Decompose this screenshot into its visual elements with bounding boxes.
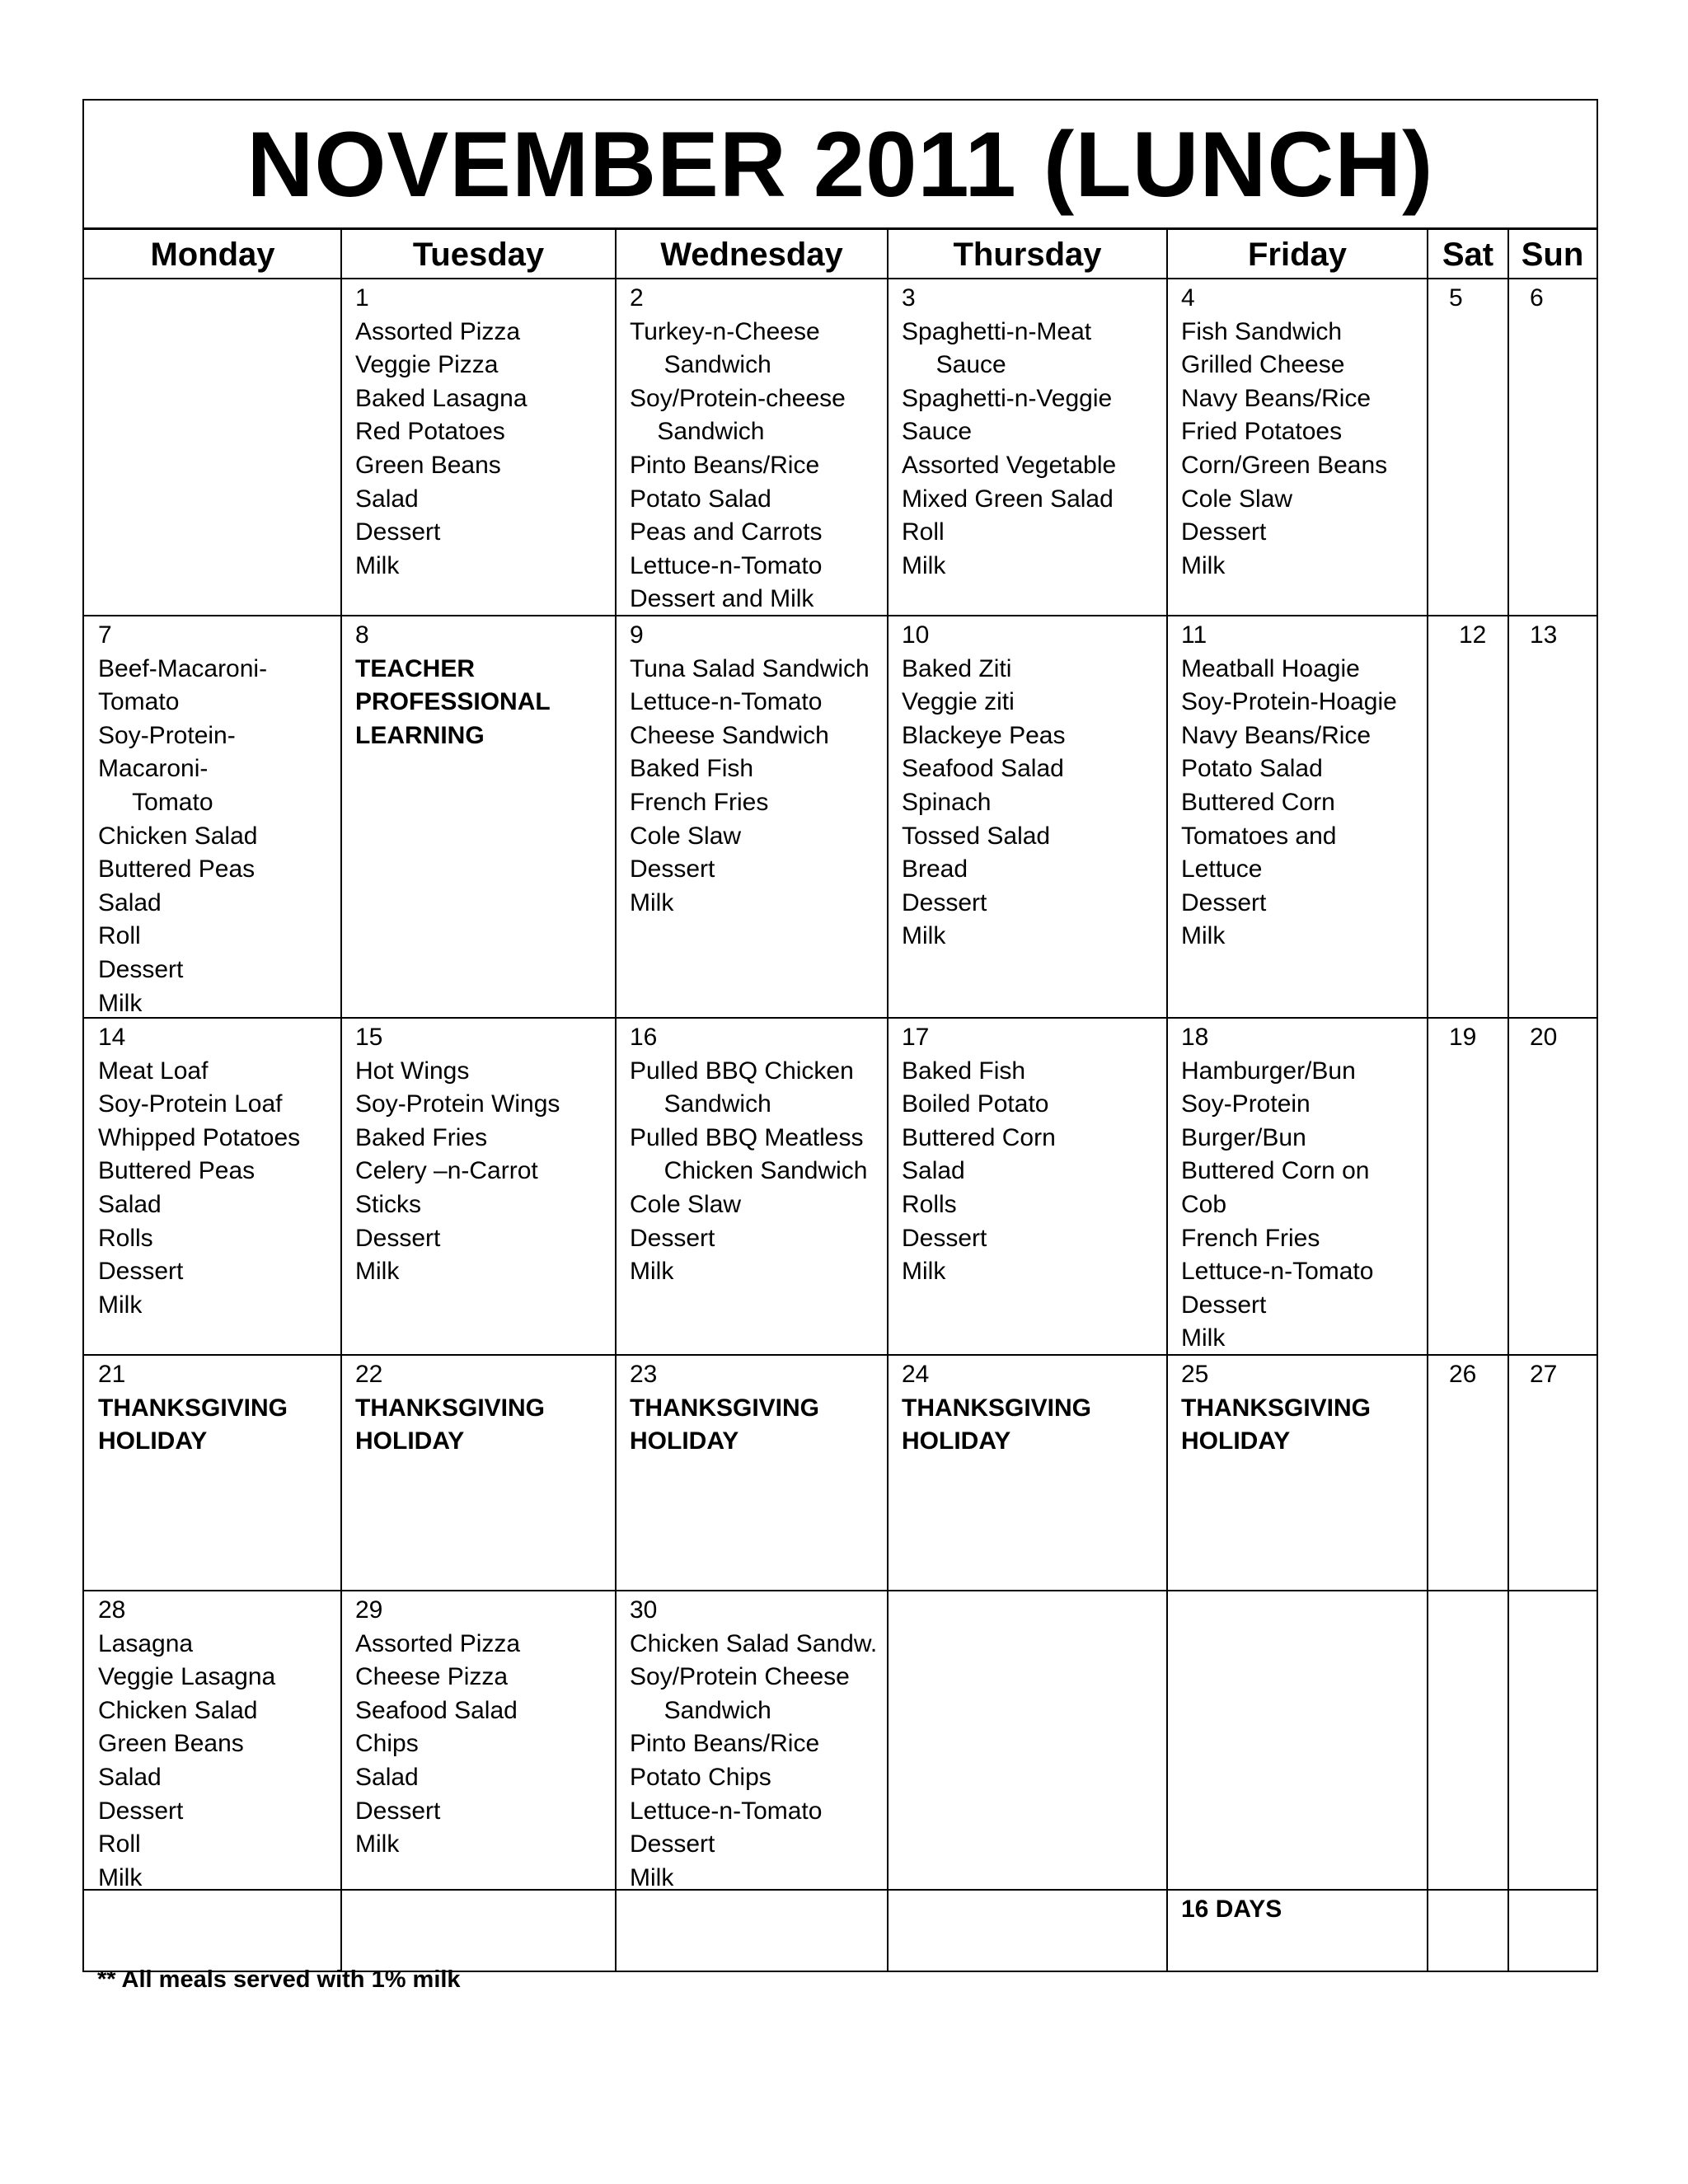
day-cell	[341, 1355, 616, 1591]
menu-item: Assorted Pizza	[355, 1629, 521, 1657]
menu-item: Soy-Protein Loaf	[98, 1090, 283, 1118]
menu-item: Dessert	[355, 518, 441, 546]
day-cell	[1428, 1591, 1508, 1890]
menu-item: Roll	[902, 518, 945, 546]
menu-item: Dessert	[902, 888, 987, 916]
day-header-wednesday: Wednesday	[660, 236, 843, 273]
menu-item: Soy-Protein	[1181, 1090, 1311, 1118]
menu-item: Spaghetti-n-Meat	[902, 317, 1092, 345]
day-cell	[1428, 1018, 1508, 1355]
day-cell	[888, 1591, 1167, 1890]
day-number: 4	[1181, 284, 1195, 312]
menu-item: Green Beans	[98, 1730, 244, 1758]
menu-item: Red Potatoes	[355, 418, 505, 446]
menu-item: Soy-Protein Wings	[355, 1090, 560, 1118]
menu-item: Sandwich	[630, 1090, 771, 1118]
day-cell	[1167, 1355, 1428, 1591]
menu-item: Dessert	[1181, 518, 1267, 546]
notice-text: THANKSGIVING	[1181, 1394, 1372, 1422]
day-header-sun: Sun	[1521, 236, 1584, 273]
menu-item: Cheese Pizza	[355, 1663, 509, 1691]
title-divider	[84, 227, 1597, 230]
notice-text: HOLIDAY	[1181, 1427, 1291, 1455]
menu-item: Baked Ziti	[902, 654, 1012, 682]
menu-item: Meatball Hoagie	[1181, 654, 1360, 682]
menu-item: Tomato	[98, 788, 213, 816]
menu-item: Milk	[1181, 1324, 1226, 1352]
day-number: 21	[98, 1361, 126, 1388]
menu-item: Rolls	[98, 1224, 153, 1252]
calendar-title: NOVEMBER 2011 (LUNCH)	[246, 113, 1434, 216]
row-divider	[84, 1590, 1597, 1591]
day-number: 7	[98, 621, 112, 649]
menu-item: Pulled BBQ Chicken	[630, 1057, 854, 1085]
day-cell	[616, 1591, 888, 1890]
day-header-friday: Friday	[1247, 236, 1348, 273]
footnote: ** All meals served with 1% milk	[97, 1966, 461, 1993]
day-number	[98, 282, 341, 316]
menu-item: Lettuce-n-Tomato	[630, 1797, 823, 1825]
day-cell	[888, 279, 1167, 616]
menu-item: Milk	[630, 1258, 674, 1286]
day-cell	[84, 279, 341, 616]
column-divider	[1507, 229, 1509, 1971]
menu-item: Sauce	[902, 418, 973, 446]
menu-item: Meat Loaf	[98, 1057, 209, 1085]
day-number: 17	[902, 1024, 930, 1051]
menu-item: Milk	[630, 888, 674, 916]
row-divider	[84, 615, 1597, 616]
menu-item: Bread	[902, 855, 968, 883]
day-number	[1530, 1594, 1597, 1628]
menu-item: Soy/Protein Cheese	[630, 1663, 850, 1691]
menu-item: Milk	[98, 1291, 143, 1319]
day-number: 8	[355, 621, 369, 649]
notice-text: THANKSGIVING	[902, 1394, 1092, 1422]
day-number: 10	[902, 621, 930, 649]
notice-text: THANKSGIVING	[355, 1394, 546, 1422]
menu-item: Burger/Bun	[1181, 1123, 1306, 1151]
menu-item: Pinto Beans/Rice	[630, 1730, 820, 1758]
menu-item: Whipped Potatoes	[98, 1123, 301, 1151]
menu-item: Green Beans	[355, 451, 501, 479]
day-cell	[341, 616, 616, 1018]
day-number: 30	[630, 1596, 658, 1624]
day-cell	[1167, 616, 1428, 1018]
menu-item: Dessert	[1181, 1291, 1267, 1319]
menu-item: Roll	[98, 922, 141, 950]
menu-item: Salad	[98, 1763, 162, 1791]
day-cell	[84, 1591, 341, 1890]
menu-item: Spinach	[902, 788, 992, 816]
day-number: 1	[355, 284, 369, 312]
menu-item: Potato Salad	[630, 485, 771, 513]
notice-text: HOLIDAY	[902, 1427, 1011, 1455]
menu-item: Milk	[98, 1863, 143, 1890]
day-number: 23	[630, 1361, 658, 1388]
menu-item: Lasagna	[98, 1629, 194, 1657]
menu-item: Buttered Peas	[98, 1157, 256, 1185]
day-number: 5	[1449, 284, 1463, 312]
menu-item: Milk	[1181, 922, 1226, 950]
notice-text: 16 DAYS	[1181, 1896, 1282, 1923]
day-header-sat: Sat	[1442, 236, 1494, 273]
notice-text: HOLIDAY	[98, 1427, 208, 1455]
day-number: 20	[1530, 1024, 1558, 1051]
menu-item: French Fries	[1181, 1224, 1320, 1252]
menu-item: Cole Slaw	[630, 822, 742, 850]
menu-item: Tuna Salad Sandwich	[630, 654, 870, 682]
day-cell	[341, 279, 616, 616]
menu-item: Baked Fish	[630, 755, 754, 783]
notice-text: HOLIDAY	[355, 1427, 465, 1455]
menu-item: Lettuce	[1181, 855, 1263, 883]
day-number: 25	[1181, 1361, 1209, 1388]
day-cell	[84, 1355, 341, 1591]
menu-item: Grilled Cheese	[1181, 351, 1345, 379]
menu-item: Buttered Peas	[98, 855, 256, 883]
menu-item: Dessert	[355, 1224, 441, 1252]
day-number: 2	[630, 284, 644, 312]
row-divider	[84, 1354, 1597, 1356]
menu-item: Seafood Salad	[902, 755, 1064, 783]
menu-item: Assorted Vegetable	[902, 451, 1117, 479]
menu-item: Soy-Protein-	[98, 721, 236, 749]
day-cell	[1508, 1890, 1597, 1971]
column-divider	[1166, 229, 1168, 1971]
menu-item: Cheese Sandwich	[630, 721, 829, 749]
day-cell	[1508, 616, 1597, 1018]
day-number: 24	[902, 1361, 930, 1388]
menu-item: Milk	[902, 922, 946, 950]
day-cell	[888, 1890, 1167, 1971]
day-cell	[1428, 1355, 1508, 1591]
day-number: 3	[902, 284, 916, 312]
menu-item: Assorted Pizza	[355, 317, 521, 345]
menu-item: Milk	[98, 989, 143, 1017]
menu-item: Tossed Salad	[902, 822, 1051, 850]
menu-item: Dessert	[1181, 888, 1267, 916]
day-cell	[1508, 1355, 1597, 1591]
menu-item: Dessert	[630, 855, 715, 883]
menu-item: Lettuce-n-Tomato	[630, 688, 823, 716]
menu-item: Lettuce-n-Tomato	[630, 551, 823, 579]
menu-item: Blackeye Peas	[902, 721, 1066, 749]
menu-item: Dessert	[355, 1797, 441, 1825]
menu-item: Salad	[355, 485, 419, 513]
menu-item: Dessert	[98, 955, 184, 983]
day-cell	[888, 1355, 1167, 1591]
day-cell	[1428, 616, 1508, 1018]
menu-item: Veggie Lasagna	[98, 1663, 276, 1691]
notice-text: TEACHER	[355, 654, 476, 682]
day-number	[902, 1594, 1167, 1628]
day-cell	[1508, 1591, 1597, 1890]
column-divider	[1427, 229, 1428, 1971]
menu-item: Baked Lasagna	[355, 384, 528, 412]
row-divider	[84, 1889, 1597, 1891]
menu-item: Hot Wings	[355, 1057, 470, 1085]
day-number: 11	[1181, 621, 1207, 649]
menu-item: Celery –n-Carrot	[355, 1157, 538, 1185]
day-number: 14	[98, 1024, 126, 1051]
day-number: 16	[630, 1024, 658, 1051]
menu-item: Peas and Carrots	[630, 518, 823, 546]
menu-item: Turkey-n-Cheese	[630, 317, 820, 345]
menu-item: Seafood Salad	[355, 1696, 518, 1724]
day-number: 26	[1449, 1361, 1477, 1388]
notice-text: THANKSGIVING	[98, 1394, 288, 1422]
menu-item: Baked Fries	[355, 1123, 488, 1151]
menu-item: Navy Beans/Rice	[1181, 721, 1372, 749]
menu-item: French Fries	[630, 788, 769, 816]
menu-item: Lettuce-n-Tomato	[1181, 1258, 1374, 1286]
menu-item: Sticks	[355, 1190, 422, 1218]
day-cell	[1167, 1591, 1428, 1890]
menu-item: Chicken Sandwich	[630, 1157, 868, 1185]
menu-item: Milk	[355, 1258, 400, 1286]
day-number	[1181, 1594, 1428, 1628]
menu-item: Baked Fish	[902, 1057, 1026, 1085]
day-cell	[888, 616, 1167, 1018]
menu-item: Chicken Salad	[98, 1696, 258, 1724]
day-cell	[888, 1018, 1167, 1355]
menu-item: Salad	[355, 1763, 419, 1791]
menu-item: Dessert	[630, 1830, 715, 1858]
menu-item: Salad	[98, 888, 162, 916]
day-cell	[341, 1591, 616, 1890]
day-number: 12	[1459, 621, 1487, 649]
menu-item: Macaroni-	[98, 755, 209, 783]
day-cell	[616, 616, 888, 1018]
menu-item: Beef-Macaroni-	[98, 654, 268, 682]
menu-item: Veggie Pizza	[355, 351, 499, 379]
menu-item: Milk	[355, 1830, 400, 1858]
notice-text: LEARNING	[355, 721, 485, 749]
menu-item: Chicken Salad Sandw.	[630, 1629, 878, 1657]
day-number: 18	[1181, 1024, 1209, 1051]
menu-item: Navy Beans/Rice	[1181, 384, 1372, 412]
day-header-monday: Monday	[150, 236, 275, 273]
notice-text: HOLIDAY	[630, 1427, 739, 1455]
menu-item: Corn/Green Beans	[1181, 451, 1388, 479]
day-cell	[616, 279, 888, 616]
menu-item: Tomatoes and	[1181, 822, 1337, 850]
day-cell	[84, 1018, 341, 1355]
column-divider	[340, 229, 342, 1971]
column-divider	[615, 229, 617, 1971]
menu-item: Buttered Corn	[902, 1123, 1056, 1151]
menu-item: Chicken Salad	[98, 822, 258, 850]
menu-item: Sandwich	[630, 1696, 771, 1724]
day-cell	[1428, 1890, 1508, 1971]
menu-item: Soy/Protein-cheese	[630, 384, 846, 412]
day-cell	[1508, 1018, 1597, 1355]
menu-item: Salad	[98, 1190, 162, 1218]
menu-item: Boiled Potato	[902, 1090, 1049, 1118]
menu-item: Rolls	[902, 1190, 957, 1218]
menu-item: Potato Chips	[630, 1763, 771, 1791]
menu-item: Sandwich	[630, 351, 771, 379]
menu-item: Fish Sandwich	[1181, 317, 1343, 345]
day-number: 15	[355, 1024, 383, 1051]
menu-item: Spaghetti-n-Veggie	[902, 384, 1113, 412]
menu-item: Dessert	[98, 1258, 184, 1286]
notice-text: THANKSGIVING	[630, 1394, 820, 1422]
menu-item: Hamburger/Bun	[1181, 1057, 1356, 1085]
menu-item: Dessert	[902, 1224, 987, 1252]
day-number: 19	[1449, 1024, 1477, 1051]
menu-item: Buttered Corn on	[1181, 1157, 1370, 1185]
day-number: 9	[630, 621, 644, 649]
day-number: 13	[1530, 621, 1558, 649]
menu-item: Cole Slaw	[630, 1190, 742, 1218]
day-header-tuesday: Tuesday	[412, 236, 545, 273]
day-cell	[1428, 279, 1508, 616]
menu-item: Dessert	[98, 1797, 184, 1825]
menu-item: Mixed Green Salad	[902, 485, 1114, 513]
menu-item: Pinto Beans/Rice	[630, 451, 820, 479]
menu-item: Cob	[1181, 1190, 1227, 1218]
day-cell	[616, 1018, 888, 1355]
menu-item: Potato Salad	[1181, 755, 1323, 783]
menu-item: Dessert and Milk	[630, 585, 814, 613]
menu-item: Veggie ziti	[902, 688, 1015, 716]
day-cell	[616, 1890, 888, 1971]
day-cell	[1167, 1018, 1428, 1355]
menu-item: Soy-Protein-Hoagie	[1181, 688, 1397, 716]
day-number: 27	[1530, 1361, 1558, 1388]
menu-item: Cole Slaw	[1181, 485, 1293, 513]
menu-item: Milk	[1181, 551, 1226, 579]
day-number: 6	[1530, 284, 1544, 312]
day-cell	[341, 1890, 616, 1971]
menu-item: Salad	[902, 1157, 965, 1185]
day-cell	[341, 1018, 616, 1355]
day-number: 28	[98, 1596, 126, 1624]
menu-item: Roll	[98, 1830, 141, 1858]
day-number	[1449, 1594, 1508, 1628]
menu-item: Dessert	[630, 1224, 715, 1252]
day-cell	[84, 1890, 341, 1971]
menu-item: Pulled BBQ Meatless	[630, 1123, 864, 1151]
menu-item: Chips	[355, 1730, 419, 1758]
menu-item: Sandwich	[630, 418, 765, 446]
day-header-thursday: Thursday	[953, 236, 1102, 273]
menu-item: Milk	[355, 551, 400, 579]
menu-item: Milk	[630, 1863, 674, 1890]
menu-item: Tomato	[98, 688, 180, 716]
notice-text: PROFESSIONAL	[355, 688, 551, 716]
menu-item: Milk	[902, 1258, 946, 1286]
day-cell	[1508, 279, 1597, 616]
row-divider	[84, 1017, 1597, 1019]
day-cell	[1167, 279, 1428, 616]
day-cell	[84, 616, 341, 1018]
menu-item: Fried Potatoes	[1181, 418, 1343, 446]
menu-item: Milk	[902, 551, 946, 579]
day-cell	[1167, 1890, 1428, 1971]
menu-item: Sauce	[902, 351, 1006, 379]
day-number: 29	[355, 1596, 383, 1624]
column-divider	[887, 229, 889, 1971]
lunch-calendar	[82, 99, 1598, 1972]
menu-item: Buttered Corn	[1181, 788, 1335, 816]
day-cell	[616, 1355, 888, 1591]
day-number: 22	[355, 1361, 383, 1388]
